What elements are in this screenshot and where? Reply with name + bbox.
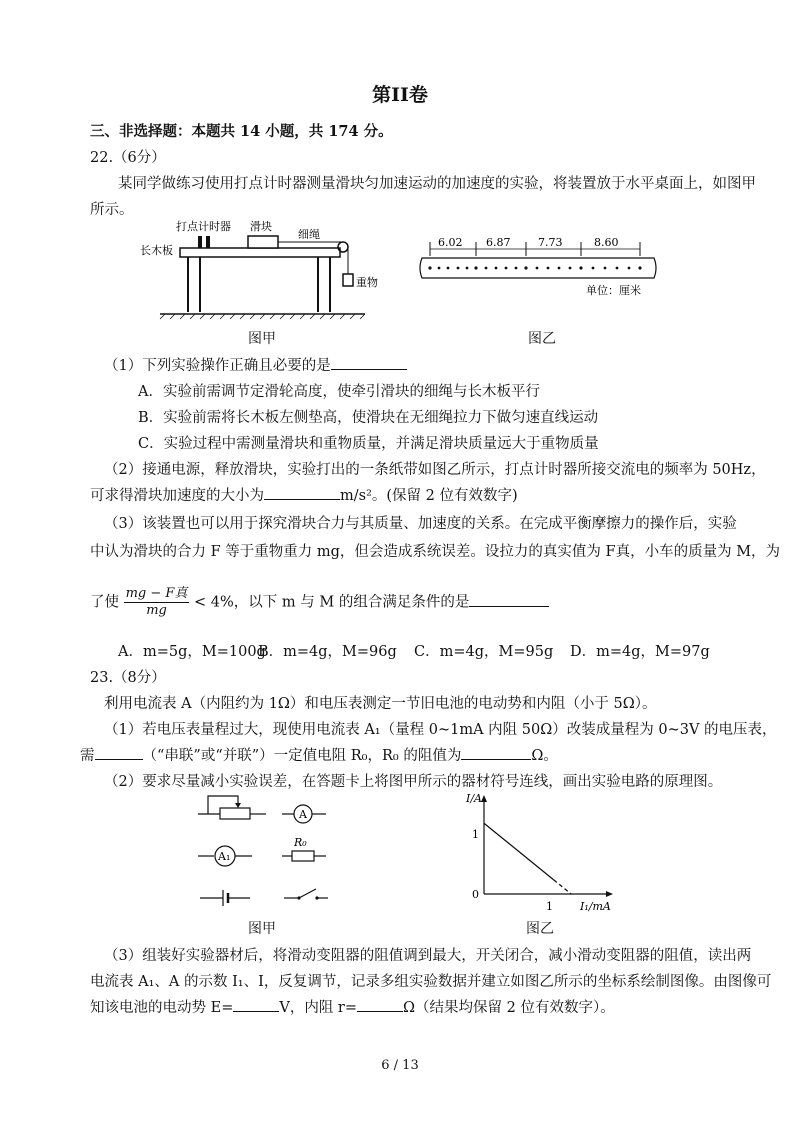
answer-blank[interactable] — [461, 745, 531, 760]
answer-blank[interactable] — [357, 997, 403, 1012]
graph-line-dashed — [554, 880, 571, 894]
q22-header: 22.（6分） — [90, 150, 166, 166]
q23-part3-line2: 电流表 A₁、A 的示数 I₁、I，反复调节，记录多组实验数据并建立如图乙所示的坐标系绘制图像。由图像可 — [90, 974, 772, 990]
q22-part2-line1: （2）接通电源，释放滑块，实验打出的一条纸带如图乙所示，打点计时器所接交流电的频率为 50Hz， — [104, 462, 766, 478]
q22-option-c: C．实验过程中需测量滑块和重物质量，并满足滑块质量远大于重物质量 — [138, 436, 599, 452]
q22-part3-line3: 了使 $\frac{\text{mg − F真}}{mg}$ < 4%，以下 m 与 M 的组合满足条件的是 — [90, 586, 549, 619]
graph-line-solid — [484, 823, 554, 880]
q22-choice-a: A．m=5g，M=100g — [118, 644, 266, 660]
page-title: 第II卷 — [372, 84, 428, 106]
q23-header: 23.（8分） — [90, 670, 166, 686]
answer-blank[interactable] — [469, 592, 549, 607]
label-string: 细绳 — [298, 228, 320, 241]
q23-part2: （2）要求尽量减小实验误差，在答题卡上将图甲所示的器材符号连线，画出实验电路的原理图。 — [104, 774, 723, 790]
q22-intro-line1: 某同学做练习使用打点计时器测量滑块匀加速运动的加速度的实验，将装置放于水平桌面上，如图甲 — [118, 176, 756, 192]
answer-blank[interactable] — [233, 997, 279, 1012]
q23-part1-line1: （1）若电压表量程过大，现使用电流表 A₁（量程 0~1mA 内阻 50Ω）改装成量程为 0~3V 的电压表， — [104, 722, 777, 738]
origin-label: 0 — [472, 888, 479, 901]
page-number: 6 / 13 — [381, 1058, 419, 1073]
segment-label: 7.73 — [538, 236, 563, 249]
q22-choice-b: B．m=4g，M=96g — [258, 644, 397, 660]
label-block: 滑块 — [250, 220, 272, 233]
q23-part1-line2: 需 （“串联”或“并联”）一定值电阻 R₀，R₀ 的阻值为 Ω。 — [80, 744, 558, 765]
q22-part1: （1）下列实验操作正确且必要的是 — [104, 354, 407, 375]
q23-intro: 利用电流表 A（内阻约为 1Ω）和电压表测定一节旧电池的电动势和内阻（小于 5Ω）。 — [104, 696, 657, 712]
q23-part3-line1: （3）组装好实验器材后，将滑动变阻器的阻值调到最大，开关闭合，减小滑动变阻器的阻值，读出两 — [104, 948, 752, 964]
segment-label: 8.60 — [594, 236, 619, 249]
fraction-denominator: mg — [146, 603, 167, 618]
q23-graph — [456, 786, 626, 916]
ammeter-a1-label: A₁ — [218, 850, 231, 863]
section-heading: 三、非选择题：本题共 14 小题，共 174 分。 — [90, 123, 393, 140]
q22-option-b: B．实验前需将长木板左侧垫高，使滑块在无细绳拉力下做匀速直线运动 — [138, 410, 599, 426]
fraction — [124, 586, 190, 619]
answer-blank[interactable] — [95, 745, 143, 760]
q22-fig1-caption: 图甲 — [248, 331, 276, 347]
q22-tape-figure — [418, 230, 668, 310]
q23-fig2-caption: 图乙 — [526, 921, 554, 937]
q22-choice-d: D．m=4g，M=97g — [570, 644, 710, 660]
x-axis-label: I₁/mA — [580, 900, 611, 913]
segment-label: 6.87 — [486, 236, 511, 249]
answer-blank[interactable] — [331, 355, 407, 370]
q22-apparatus-figure — [140, 214, 390, 344]
q23-part3-line3: 知该电池的电动势 E= V，内阻 r= Ω（结果均保留 2 位有效数字）。 — [90, 996, 615, 1017]
label-timer: 打点计时器 — [176, 220, 231, 233]
fraction-numerator: mg − F真 — [125, 586, 188, 601]
x-axis-arrow — [606, 891, 613, 897]
y-axis-label: I/A — [466, 792, 482, 805]
q22-part3-line1: （3）该装置也可以用于探究滑块合力与其质量、加速度的关系。在完成平衡摩擦力的操作后，实验 — [104, 516, 737, 532]
y-tick-label: 1 — [472, 828, 479, 841]
q22-option-a: A．实验前需调节定滑轮高度，使牵引滑块的细绳与长木板平行 — [138, 384, 540, 400]
q23-fig1-caption: 图甲 — [248, 921, 276, 937]
q23-symbols-figure — [190, 790, 340, 914]
q22-part2-line2: 可求得滑块加速度的大小为 m/s²。(保留 2 位有效数字) — [90, 484, 518, 505]
label-board: 长木板 — [140, 244, 173, 257]
x-tick-label: 1 — [546, 900, 553, 913]
segment-label: 6.02 — [438, 236, 463, 249]
q22-part3-line2: 中认为滑块的合力 F 等于重物重力 mg，但会造成系统误差。设拉力的真实值为 F真，小车的质量为 M，为 — [90, 544, 781, 560]
q22-intro-line2: 所示。 — [90, 202, 134, 218]
ammeter-a-label: A — [299, 808, 307, 821]
q22-fig2-caption: 图乙 — [528, 331, 556, 347]
label-weight: 重物 — [356, 276, 378, 289]
answer-blank[interactable] — [264, 485, 340, 500]
resistor-label: R₀ — [294, 836, 307, 849]
q22-choice-c: C．m=4g，M=95g — [414, 644, 554, 660]
tape-unit: 单位：厘米 — [586, 284, 641, 297]
